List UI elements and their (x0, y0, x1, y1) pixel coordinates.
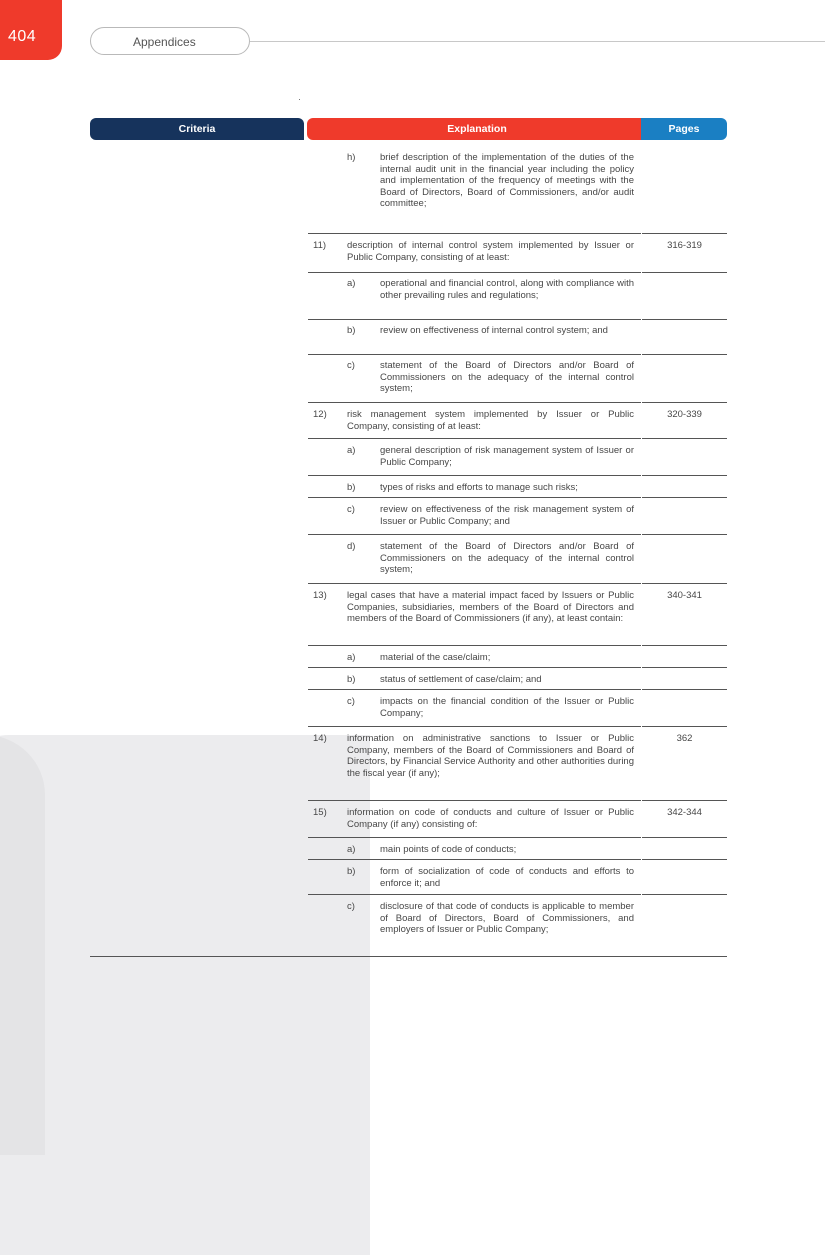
row-text: legal cases that have a material impact faced by Issuers or Public Companies, subsidiaries, members of the Board of Directors and members of the Board of Commissioners (if any), at least contain: (347, 590, 634, 624)
section-pill (90, 27, 250, 55)
row-text: information on code of conducts and culture of Issuer or Public Company (if any) consisting of: (347, 807, 634, 830)
row-divider (308, 438, 641, 439)
row-text: review on effectiveness of the risk management system of Issuer or Public Company; and (380, 504, 634, 527)
row-divider (308, 894, 641, 895)
row-text: form of socialization of code of conducts and efforts to enforce it; and (380, 866, 634, 889)
row-text: impacts on the financial condition of the Issuer or Public Company; (380, 696, 634, 719)
row-text: brief description of the implementation of the duties of the internal audit unit in the financial year including the policy and implementation of the frequency of meetings with the Board of Directors, Board of Commissioners, and/or audit committee; (380, 152, 634, 209)
row-text: description of internal control system implemented by Issuer or Public Company, consisting of at least: (347, 240, 634, 263)
section-label: Appendices (133, 35, 196, 49)
row-number: a) (347, 445, 356, 456)
row-divider (308, 272, 641, 273)
row-divider-pages (642, 319, 727, 320)
header-divider (250, 41, 825, 42)
row-divider-pages (642, 475, 727, 476)
row-text: material of the case/claim; (380, 652, 491, 663)
row-divider (308, 475, 641, 476)
row-divider (308, 667, 641, 668)
row-divider (308, 800, 641, 801)
row-divider (308, 534, 641, 535)
row-number: b) (347, 866, 356, 877)
row-text: statement of the Board of Directors and/or Board of Commissioners on the adequacy of the internal control system; (380, 360, 634, 394)
row-number: 15) (313, 807, 327, 818)
row-pages: 342-344 (667, 807, 702, 818)
row-pages: 340-341 (667, 590, 702, 601)
row-divider-pages (642, 689, 727, 690)
row-text: information on administrative sanctions to Issuer or Public Company, members of the Board of Commissioners and Board of Directors, by Financial Service Authority and other authorities during the fiscal year (if any); (347, 733, 634, 779)
row-pages: 362 (676, 733, 693, 744)
row-divider-pages (642, 233, 727, 234)
column-header-explanation: Explanation (307, 118, 647, 140)
row-text: risk management system implemented by Issuer or Public Company, consisting of at least: (347, 409, 634, 432)
row-divider-pages (642, 497, 727, 498)
row-divider-pages (642, 726, 727, 727)
row-divider-pages (642, 667, 727, 668)
row-number: a) (347, 652, 356, 663)
row-pages: 316-319 (667, 240, 702, 251)
row-divider-pages (642, 645, 727, 646)
row-number: c) (347, 696, 355, 707)
row-number: a) (347, 278, 356, 289)
row-text: status of settlement of case/claim; and (380, 674, 542, 685)
row-divider-pages (642, 354, 727, 355)
row-text: disclosure of that code of conducts is applicable to member of Board of Directors, Board of Commissioners, and employers of Issuer or Public Company; (380, 901, 634, 935)
page-tab-nub (0, 0, 22, 12)
row-divider-pages (642, 272, 727, 273)
row-divider (308, 689, 641, 690)
row-divider-pages (642, 859, 727, 860)
table-bottom-rule (90, 956, 727, 957)
row-number: b) (347, 325, 356, 336)
column-header-pages: Pages (641, 118, 727, 140)
row-number: h) (347, 152, 356, 163)
row-divider-pages (642, 894, 727, 895)
row-divider (308, 402, 641, 403)
row-number: 12) (313, 409, 327, 420)
row-text: review on effectiveness of internal control system; and (380, 325, 608, 336)
row-pages: 320-339 (667, 409, 702, 420)
row-number: 11) (313, 240, 327, 251)
row-text: main points of code of conducts; (380, 844, 517, 855)
row-number: 14) (313, 733, 327, 744)
decorative-dot (299, 99, 300, 100)
row-divider (308, 645, 641, 646)
row-number: 13) (313, 590, 327, 601)
row-divider-pages (642, 438, 727, 439)
row-divider-pages (642, 534, 727, 535)
row-divider (308, 233, 641, 234)
page-number: 404 (8, 28, 37, 45)
row-number: c) (347, 901, 355, 912)
row-divider (308, 319, 641, 320)
row-divider-pages (642, 837, 727, 838)
page-number-tab (0, 0, 62, 60)
row-divider (308, 726, 641, 727)
column-header-criteria: Criteria (90, 118, 304, 140)
row-number: d) (347, 541, 356, 552)
background-shape-accent (0, 735, 45, 1155)
row-divider (308, 583, 641, 584)
row-divider-pages (642, 583, 727, 584)
row-text: statement of the Board of Directors and/or Board of Commissioners on the adequacy of the internal control system; (380, 541, 634, 575)
row-text: types of risks and efforts to manage such risks; (380, 482, 578, 493)
row-number: c) (347, 360, 355, 371)
row-divider (308, 837, 641, 838)
row-number: b) (347, 674, 356, 685)
row-text: operational and financial control, along with compliance with other prevailing rules and regulations; (380, 278, 634, 301)
row-divider (308, 859, 641, 860)
row-divider (308, 354, 641, 355)
row-divider-pages (642, 800, 727, 801)
row-number: c) (347, 504, 355, 515)
row-number: b) (347, 482, 356, 493)
row-divider-pages (642, 402, 727, 403)
row-text: general description of risk management system of Issuer or Public Company; (380, 445, 634, 468)
row-divider (308, 497, 641, 498)
row-number: a) (347, 844, 356, 855)
